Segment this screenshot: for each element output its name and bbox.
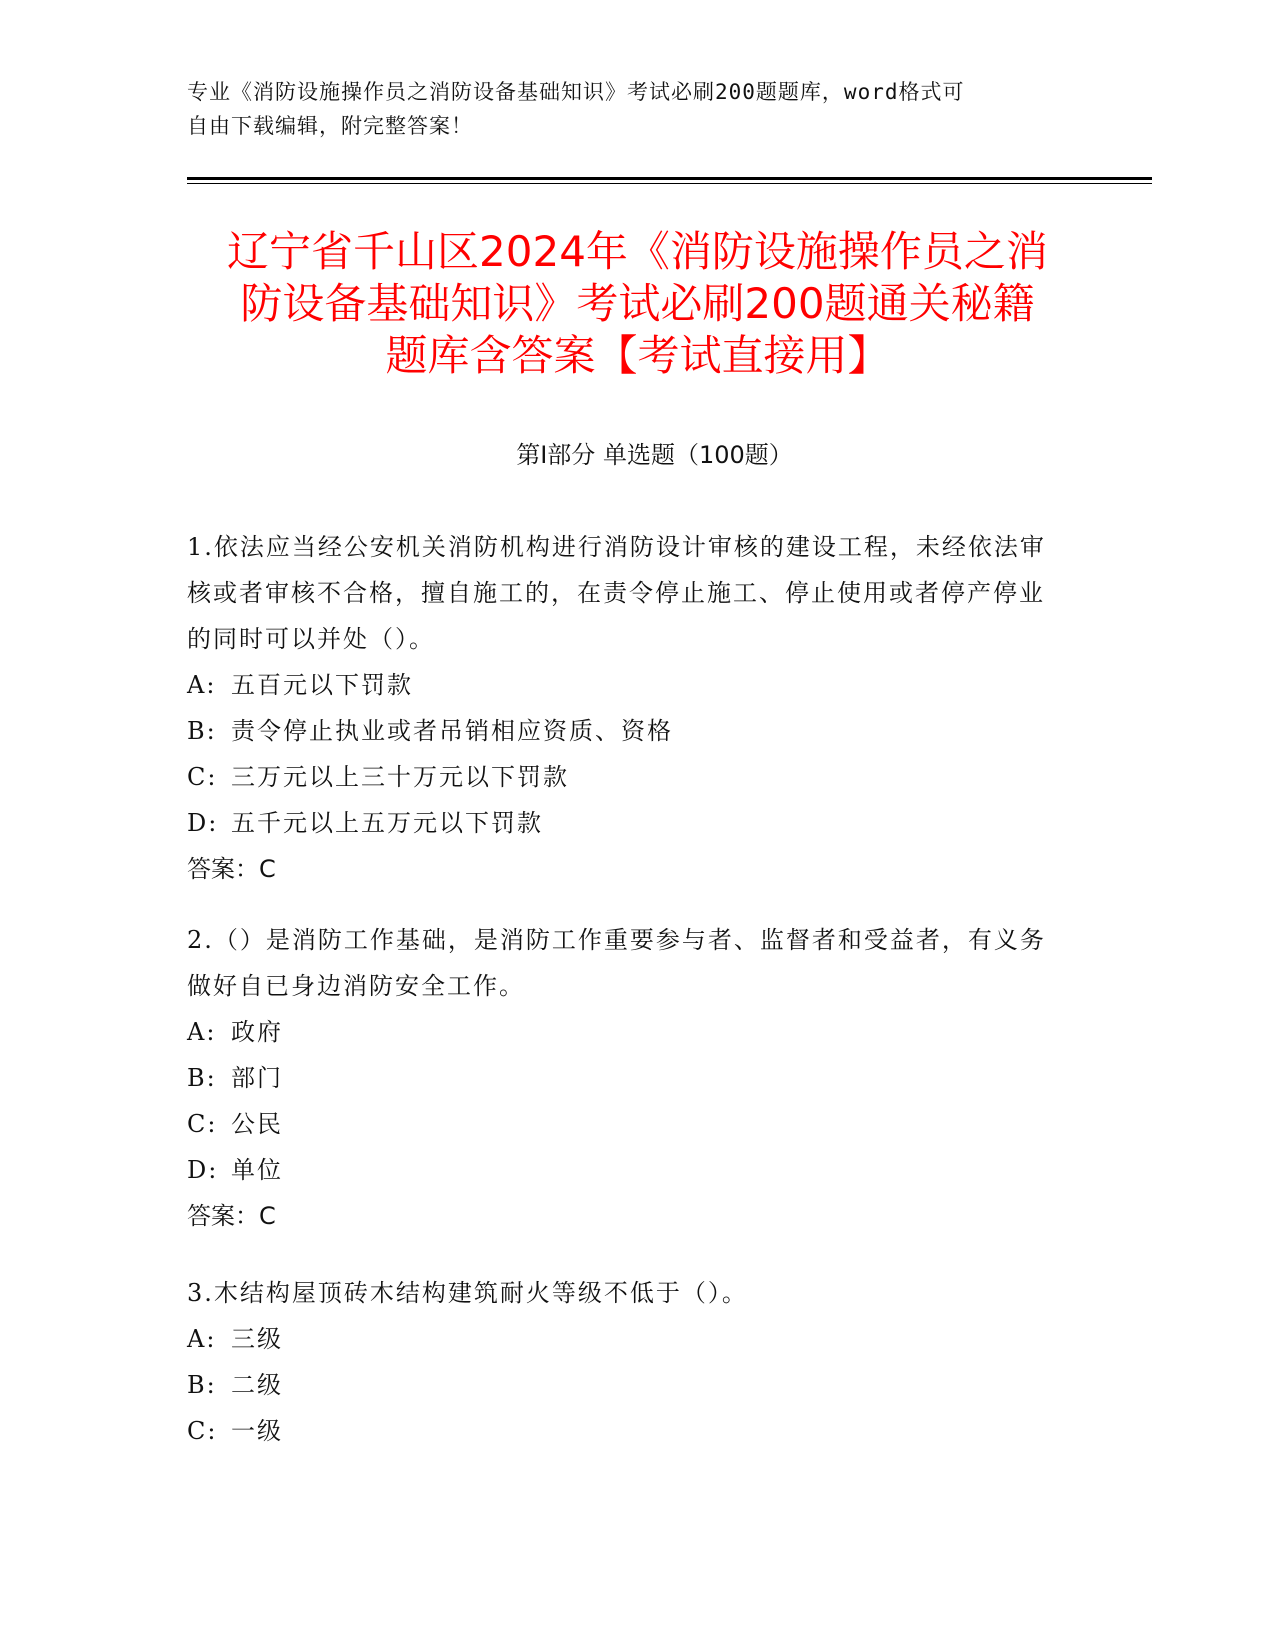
option-a xyxy=(187,1316,1067,1362)
section-heading: 第Ⅰ部分 单选题（100题） xyxy=(516,441,793,469)
option-c xyxy=(187,754,1067,800)
document-title xyxy=(170,226,1105,382)
option-key: C: xyxy=(187,1417,218,1445)
question-1 xyxy=(187,524,1067,892)
option-c xyxy=(187,1408,1067,1454)
option-d xyxy=(187,1147,1067,1193)
option-text: 部门 xyxy=(231,1064,283,1092)
option-text: 二级 xyxy=(231,1371,283,1399)
title-line-2: 防设备基础知识》考试必刷200题通关秘籍 xyxy=(240,279,1035,328)
option-key: A: xyxy=(187,1018,217,1046)
option-text: 责令停止执业或者吊销相应资质、资格 xyxy=(231,717,673,745)
option-key: B: xyxy=(187,1064,217,1092)
option-text: 五千元以上五万元以下罚款 xyxy=(231,809,543,837)
option-text: 单位 xyxy=(231,1156,283,1184)
option-key: D: xyxy=(187,809,219,837)
question-stem: 3.木结构屋顶砖木结构建筑耐火等级不低于（）。 xyxy=(187,1279,748,1307)
option-a xyxy=(187,662,1067,708)
header-note-line-1: 专业《消防设施操作员之消防设备基础知识》考试必刷200题题库，word格式可 xyxy=(187,80,965,104)
option-text: 一级 xyxy=(231,1417,283,1445)
option-text: 三万元以上三十万元以下罚款 xyxy=(231,763,569,791)
title-line-1: 辽宁省千山区2024年《消防设施操作员之消 xyxy=(227,227,1048,276)
option-key: C: xyxy=(187,763,218,791)
option-b xyxy=(187,1362,1067,1408)
answer-line: 答案：C xyxy=(187,1202,276,1230)
option-key: A: xyxy=(187,1325,217,1353)
header-note xyxy=(187,75,1067,143)
question-2 xyxy=(187,917,1067,1239)
option-text: 三级 xyxy=(231,1325,283,1353)
option-key: B: xyxy=(187,1371,217,1399)
header-rule-thick xyxy=(187,177,1152,180)
question-3 xyxy=(187,1270,1067,1454)
question-stem: 2.（）是消防工作基础，是消防工作重要参与者、监督者和受益者，有义务做好自已身边消防安全工作。 xyxy=(187,926,1046,1000)
option-key: A: xyxy=(187,671,217,699)
answer-line: 答案：C xyxy=(187,855,276,883)
option-c xyxy=(187,1101,1067,1147)
option-b xyxy=(187,708,1067,754)
option-text: 五百元以下罚款 xyxy=(231,671,413,699)
header-note-line-2: 自由下载编辑，附完整答案！ xyxy=(187,114,473,138)
option-text: 公民 xyxy=(231,1110,283,1138)
option-key: D: xyxy=(187,1156,219,1184)
title-line-3: 题库含答案【考试直接用】 xyxy=(385,331,890,380)
option-key: B: xyxy=(187,717,217,745)
option-text: 政府 xyxy=(231,1018,283,1046)
option-b xyxy=(187,1055,1067,1101)
option-a xyxy=(187,1009,1067,1055)
option-key: C: xyxy=(187,1110,218,1138)
question-stem: 1.依法应当经公安机关消防机构进行消防设计审核的建设工程，未经依法审核或者审核不合格，擅自施工的，在责令停止施工、停止使用或者停产停业的同时可以并处（）。 xyxy=(187,533,1046,653)
option-d xyxy=(187,800,1067,846)
header-rule-thin xyxy=(187,183,1152,184)
